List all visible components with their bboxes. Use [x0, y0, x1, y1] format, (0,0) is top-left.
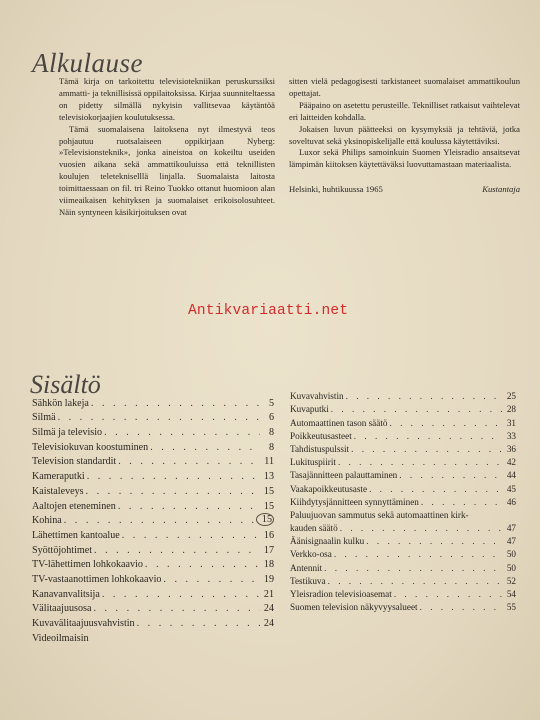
toc-entry [32, 556, 274, 571]
toc-entry-title: Yleisradion televisioasemat [290, 589, 392, 599]
toc-entry [32, 629, 274, 644]
toc-entry [32, 600, 274, 615]
toc-entry-page: 17 [263, 544, 274, 556]
preface-paragraph: Tämä kirja on tarkoitettu televisiotekniikan peruskurssiksi ammatti- ja teknillisissä oppilaitoksissa. Kirjaa suunniteltaessa on pidetty silmällä nykyisin vallitsevaa käytäntöä televisiokorjaajien koulutuksessa. [59, 76, 275, 122]
toc-dot-leader [102, 427, 260, 438]
toc-entry-page: 15 [263, 500, 274, 512]
toc-entry [290, 533, 516, 546]
toc-entry-title: Televisiokuvan koostuminen [32, 441, 149, 453]
toc-dot-leader [84, 486, 260, 497]
toc-entry-title: Kiihdytysjännitteen synnyttäminen [290, 496, 419, 507]
toc-dot-leader [161, 574, 260, 585]
toc-entry-page: 15 [256, 513, 274, 526]
toc-entry-title: Antennit [290, 562, 323, 573]
watermark: Antikvariaatti.net [188, 303, 349, 319]
toc-entry-title: Verkko-osa [290, 549, 332, 560]
toc-dot-leader [397, 470, 502, 480]
toc-entry [32, 482, 274, 497]
toc-dot-leader [62, 515, 256, 526]
toc-dot-leader [91, 603, 260, 614]
toc-dot-leader [56, 412, 260, 423]
toc-dot-leader [336, 457, 502, 467]
toc-entry-title: Vaakapoikkeutusaste [290, 483, 368, 494]
toc-entry-title: Television standardit [32, 456, 117, 468]
toc-dot-leader [418, 602, 502, 612]
toc-entry-title: Kuvavahvistin [290, 391, 344, 402]
toc-entry-page: 8 [268, 441, 274, 453]
toc-entry-page: 24 [263, 618, 274, 629]
toc-entry [290, 401, 516, 414]
toc-dot-leader [92, 545, 260, 556]
toc-dot-leader [387, 418, 502, 428]
toc-entry-page: 18 [263, 559, 274, 571]
toc-dot-leader [322, 563, 502, 573]
preface-paragraph: Jokaisen luvun päätteeksi on kysymyksiä ja tehtäviä, jotka soveltuvat sekä yksinopiskelijalle että koulussa käytettäviksi. [289, 123, 520, 146]
toc-entry [290, 559, 516, 572]
toc-entry-page: 8 [268, 427, 274, 439]
toc-entry-title: Suomen television näkyvyysalueet [290, 602, 418, 613]
toc-dot-leader [100, 589, 260, 600]
toc-entry [32, 467, 274, 482]
toc-entry-page: 16 [263, 529, 274, 541]
toc-entry-page: 11 [264, 456, 274, 468]
toc-entry [290, 467, 516, 480]
toc-entry [290, 599, 516, 612]
toc-entry-title: Kaistaleveys [32, 485, 84, 497]
toc-dot-leader [326, 576, 502, 586]
toc-entry [290, 388, 516, 401]
toc-dot-leader [89, 398, 260, 409]
toc-entry-title: Sähkön lakeja [32, 397, 89, 409]
toc-entry [32, 614, 274, 629]
toc-entry [32, 570, 274, 585]
toc-entry [290, 441, 516, 454]
toc-entry-title: Paluujuovan sammutus sekä automaattinen kirk- [290, 509, 469, 520]
toc-entry-page: 44 [506, 470, 516, 481]
preface-paragraph: sitten vielä pedagogisesti tarkistaneet suomalaiset ammattikoulun opettajat. [289, 76, 520, 98]
toc-dot-leader [116, 456, 260, 467]
toc-entry-page: 25 [506, 391, 516, 402]
contents-left-column [32, 394, 274, 644]
toc-entry [290, 573, 516, 586]
toc-entry-page: 47 [506, 523, 516, 534]
toc-entry [290, 494, 516, 507]
toc-entry-title: Kuvavälitaajuusvahvistin [32, 618, 135, 629]
toc-entry [32, 409, 274, 424]
toc-entry-page: 50 [506, 549, 516, 560]
toc-dot-leader [332, 549, 502, 559]
toc-entry [290, 428, 516, 441]
toc-entry-page: 36 [506, 443, 516, 454]
toc-entry-page: 13 [263, 471, 274, 483]
toc-entry [32, 453, 274, 468]
toc-dot-leader [367, 484, 502, 494]
toc-entry-page: 42 [506, 457, 516, 468]
toc-entry [290, 480, 516, 493]
toc-dot-leader [116, 501, 260, 512]
preface-right-column [289, 76, 520, 196]
toc-entry-page: 52 [506, 575, 516, 586]
toc-entry [290, 586, 516, 599]
toc-dot-leader [419, 497, 502, 507]
toc-dot-leader [120, 530, 260, 541]
preface-heading: Alkulause [32, 48, 143, 79]
toc-entry-title: Silmä [32, 412, 56, 424]
toc-entry-title: TV-lähettimen lohkokaavio [32, 559, 143, 571]
contents-heading: Sisältö [30, 369, 101, 399]
toc-entry-page: 33 [506, 430, 516, 441]
toc-entry-page: 55 [506, 602, 516, 613]
toc-entry-title: Poikkeutusasteet [290, 430, 352, 441]
publisher-signature: Kustantaja [482, 184, 520, 195]
toc-entry-title: Kanavanvalitsija [32, 588, 100, 600]
toc-entry-title: Lukituspiirit [290, 457, 336, 468]
toc-entry-page: 47 [506, 536, 516, 547]
toc-entry-page: 6 [268, 412, 274, 424]
toc-entry [32, 526, 274, 541]
toc-entry-title: Silmä ja televisio [32, 427, 103, 439]
toc-dot-leader [364, 536, 502, 546]
toc-dot-leader [392, 589, 502, 599]
toc-entry-title: Kohina [32, 515, 62, 527]
place-date: Helsinki, huhtikuussa 1965 [289, 184, 383, 195]
preface-signature-line [289, 184, 520, 196]
preface-paragraph: Pääpaino on asetettu perusteille. Teknilliset ratkaisut vaihtelevat eri laitteiden kohdalla. [289, 99, 520, 122]
toc-entry-page: 15 [263, 485, 274, 497]
toc-entry [290, 546, 516, 559]
toc-dot-leader [344, 391, 502, 401]
toc-dot-leader [85, 471, 260, 482]
toc-entry-title: TV-vastaanottimen lohkokaavio [32, 573, 162, 585]
toc-dot-leader [135, 618, 260, 629]
toc-dot-leader [143, 559, 260, 570]
preface-left-column [59, 76, 275, 219]
toc-dot-leader [148, 442, 260, 453]
preface-paragraph: Luxor sekä Philips samoinkuin Suomen Yleisradio ansaitsevat lämpimän kiitoksen käytettäväksi luovuttamastaan materiaalista. [289, 147, 520, 170]
toc-entry [290, 507, 516, 520]
toc-entry [32, 423, 274, 438]
toc-entry-page: 28 [506, 404, 516, 415]
toc-entry-page: 5 [268, 397, 274, 409]
toc-entry [32, 541, 274, 556]
toc-entry-title: Tasajännitteen palauttaminen [290, 470, 398, 481]
toc-entry-title: Testikuva [290, 575, 326, 586]
toc-entry [32, 497, 274, 512]
toc-entry [32, 394, 274, 409]
toc-entry [290, 454, 516, 467]
toc-dot-leader [352, 431, 502, 441]
toc-entry-title: Tahdistuspulssit [290, 443, 350, 454]
toc-entry-page: 46 [506, 496, 516, 507]
toc-entry-page: 45 [506, 483, 516, 494]
toc-entry [290, 414, 516, 427]
toc-entry-page: 19 [263, 573, 274, 585]
toc-entry-title: Automaattinen tason säätö [290, 417, 388, 428]
toc-entry-title: Kameraputki [32, 471, 85, 483]
toc-entry [32, 438, 274, 453]
toc-entry [32, 585, 274, 600]
preface-paragraph: Tämä suomalaisena laitoksena nyt ilmestyvä teos pohjautuu ruotsalaiseen oppikirjaan Nyberg: »Televisionsteknik», jonka aineistoa on kokeiltu useiden vuosien aikana sekä ammattikouluissa että teknillisten koulujen teletekniselllä linjalla. Suomalaista laitosta toimittaessaan on fil. tri Reino Tuokko ottanut huomioon alan viimeaikaisen kehityksen ja suomalaiset erikoisolosuhteet. Näin syntyneen käsikirjoituksen ovat [59, 123, 275, 217]
toc-dot-leader [329, 404, 502, 414]
toc-entry-page: 24 [263, 603, 274, 615]
toc-entry-title: Lähettimen kantoalue [32, 529, 120, 541]
toc-entry-title: Videoilmaisin [32, 632, 89, 644]
toc-entry-page: 31 [506, 417, 516, 428]
toc-entry-page: 21 [263, 588, 274, 600]
toc-entry-title: Aaltojen eteneminen [32, 500, 116, 512]
toc-entry [290, 520, 516, 533]
toc-dot-leader [338, 523, 502, 533]
contents-right-column [290, 388, 516, 612]
toc-entry [32, 512, 274, 527]
toc-entry-page: 50 [506, 562, 516, 573]
toc-entry-title: Kuvaputki [290, 404, 329, 415]
toc-entry-title: Välitaajuusosa [32, 603, 92, 615]
toc-entry-title: kauden säätö [290, 523, 338, 534]
toc-dot-leader [349, 444, 502, 454]
toc-entry-title: Syöttöjohtimet [32, 544, 93, 556]
toc-entry-title: Äänisignaalin kulku [290, 536, 365, 547]
toc-entry-page: 54 [506, 589, 516, 599]
